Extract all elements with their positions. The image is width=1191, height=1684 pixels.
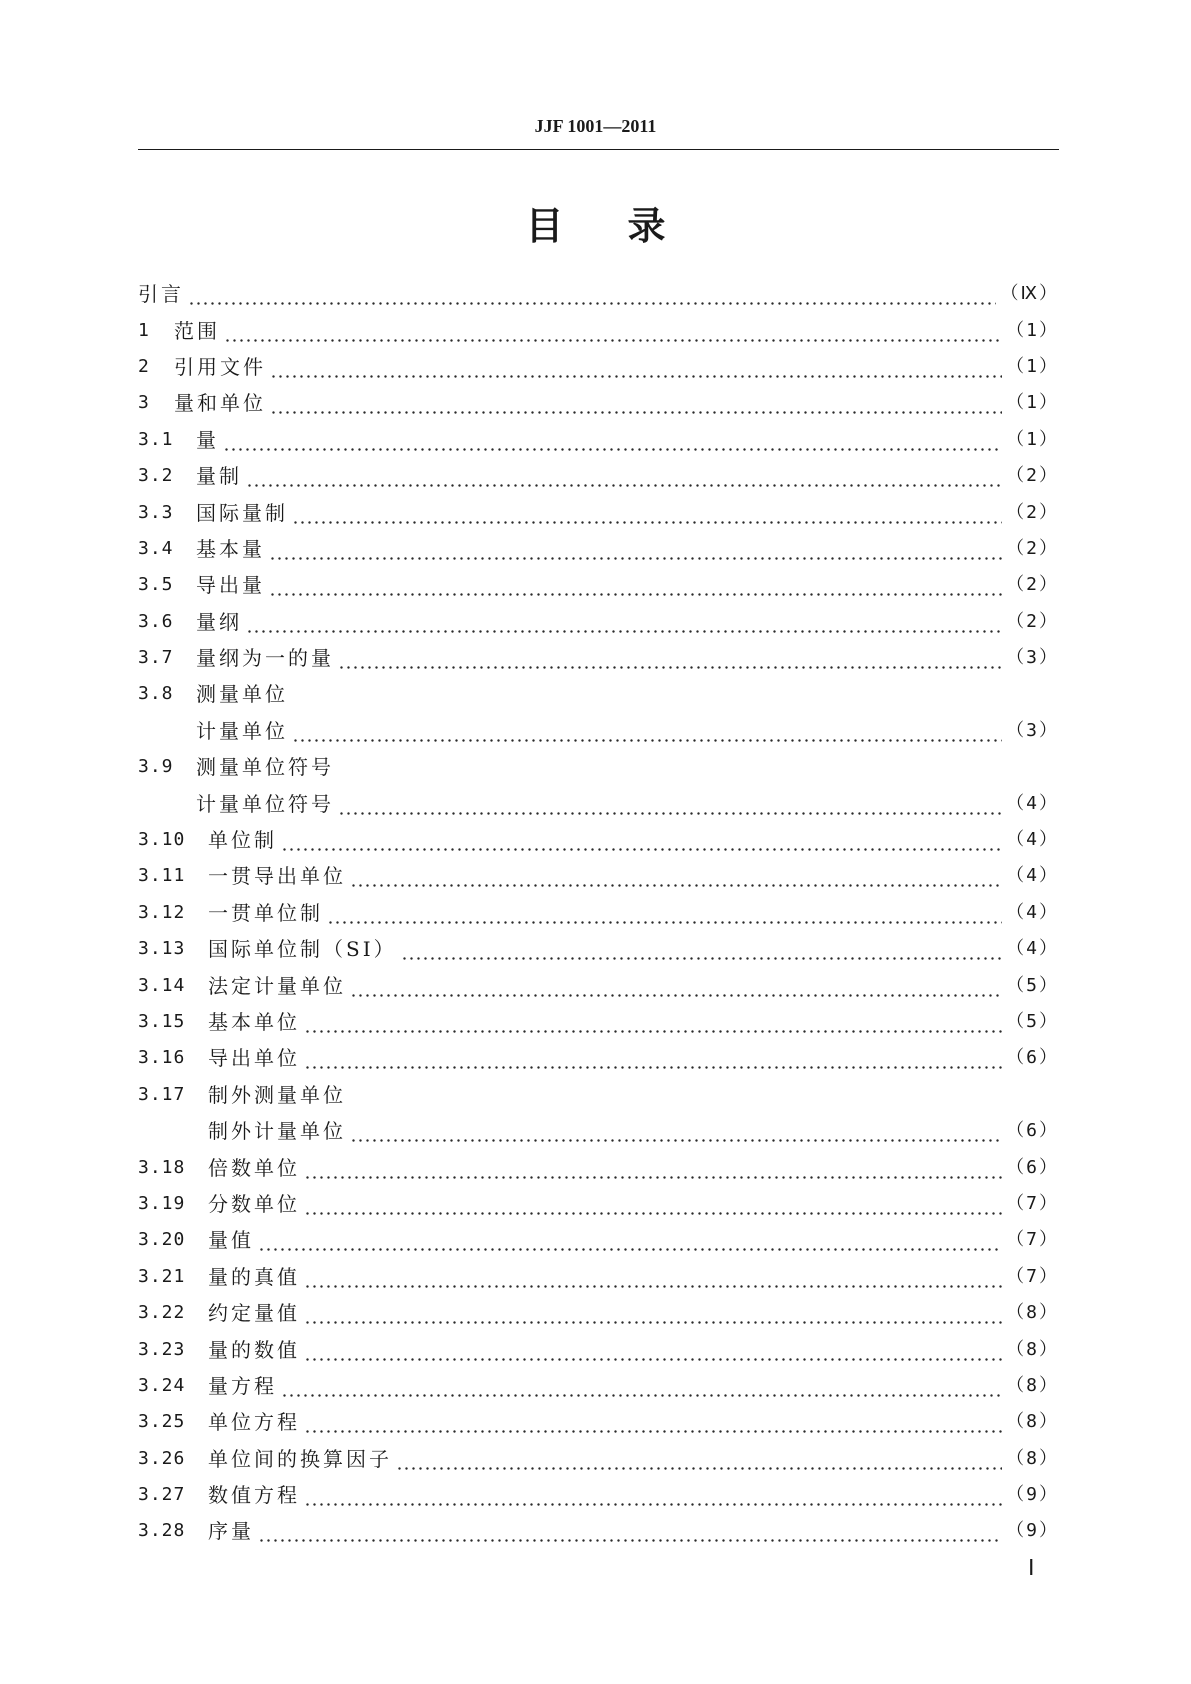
toc-entry[interactable] — [138, 531, 1059, 567]
toc-entry-number: 3.18 — [138, 1156, 186, 1178]
toc-entry-page: （4） — [1006, 938, 1059, 960]
toc-entry-title: 量方程 — [208, 1373, 277, 1398]
toc-entry-number: 3.2 — [138, 465, 174, 487]
toc-entry-page: （2） — [1006, 537, 1059, 559]
toc-dot-leader — [188, 276, 996, 312]
toc-entry-title: 国际量制 — [196, 500, 288, 525]
toc-entry-number: 3.5 — [138, 574, 174, 596]
toc-entry-title: 单位方程 — [208, 1410, 300, 1435]
toc-entry-title: 量 — [196, 427, 219, 452]
toc-entry-page: （2） — [1006, 501, 1059, 523]
toc-dot-leader — [304, 1332, 1002, 1368]
toc-entry-page: （1） — [1006, 319, 1059, 341]
toc-entry-number: 3.27 — [138, 1484, 186, 1506]
toc-dot-leader — [350, 858, 1002, 894]
toc-entry[interactable] — [138, 640, 1059, 676]
toc-entry-title: 范围 — [174, 318, 220, 343]
toc-entry-page: （4） — [1006, 901, 1059, 923]
toc-entry-title: 计量单位 — [196, 718, 288, 743]
toc-entry[interactable] — [138, 1004, 1059, 1040]
toc-dot-leader — [292, 495, 1002, 531]
toc-dot-leader — [269, 531, 1002, 567]
toc-entry[interactable] — [138, 931, 1059, 967]
toc-entry-title: 约定量值 — [208, 1301, 300, 1326]
toc-entry-title: 一贯导出单位 — [208, 864, 346, 889]
toc-entry-page: （7） — [1006, 1229, 1059, 1251]
toc-dot-leader — [350, 968, 1002, 1004]
toc-entry-number: 3.8 — [138, 683, 174, 705]
toc-entry-title: 量值 — [208, 1228, 254, 1253]
toc-dot-leader — [281, 822, 1002, 858]
toc-entry[interactable] — [138, 1513, 1059, 1549]
header-rule — [138, 149, 1059, 150]
toc-entry-number: 3.7 — [138, 647, 174, 669]
toc-entry-number: 3.11 — [138, 865, 186, 887]
toc-dot-leader — [304, 1404, 1002, 1440]
toc-entry-number: 3.17 — [138, 1083, 186, 1105]
toc-entry-page: （4） — [1006, 829, 1059, 851]
toc-dot-leader — [292, 713, 1002, 749]
toc-entry[interactable] — [138, 1404, 1059, 1440]
toc-entry-number: 3.20 — [138, 1229, 186, 1251]
toc-entry-title: 导出量 — [196, 573, 265, 598]
toc-entry[interactable] — [138, 1077, 1059, 1113]
toc-entry[interactable] — [138, 1222, 1059, 1258]
toc-entry[interactable] — [138, 1113, 1059, 1149]
toc-entry-title: 法定计量单位 — [208, 973, 346, 998]
toc-entry-title: 引言 — [138, 282, 184, 307]
toc-entry[interactable] — [138, 895, 1059, 931]
toc-entry-number: 3.25 — [138, 1411, 186, 1433]
toc-dot-leader — [350, 1113, 1002, 1149]
toc-entry-page: （5） — [1006, 974, 1059, 996]
toc-entry-number: 3.26 — [138, 1447, 186, 1469]
toc-entry-page: （8） — [1006, 1302, 1059, 1324]
toc-entry[interactable] — [138, 1186, 1059, 1222]
table-of-contents — [138, 276, 1059, 1550]
toc-entry[interactable] — [138, 967, 1059, 1003]
toc-entry-title: 测量单位 — [196, 682, 288, 707]
toc-entry-page: （8） — [1006, 1374, 1059, 1396]
toc-entry[interactable] — [138, 1368, 1059, 1404]
toc-entry-title: 计量单位符号 — [196, 791, 334, 816]
document-code-header: JJF 1001—2011 — [534, 116, 657, 136]
toc-entry[interactable] — [138, 1331, 1059, 1367]
toc-entry[interactable] — [138, 713, 1059, 749]
toc-entry-page: （2） — [1006, 574, 1059, 596]
toc-entry-title: 量纲为一的量 — [196, 646, 334, 671]
toc-entry-page: （6） — [1006, 1120, 1059, 1142]
toc-entry-page: （7） — [1006, 1192, 1059, 1214]
toc-entry-title: 测量单位符号 — [196, 755, 334, 780]
toc-entry[interactable] — [138, 349, 1059, 385]
toc-entry-page: （2） — [1006, 610, 1059, 632]
toc-entry[interactable] — [138, 567, 1059, 603]
toc-entry-title: 分数单位 — [208, 1191, 300, 1216]
toc-entry-page: （6） — [1006, 1156, 1059, 1178]
toc-entry-page: （9） — [1006, 1520, 1059, 1542]
toc-entry-number: 3.16 — [138, 1047, 186, 1069]
toc-entry-number: 3.21 — [138, 1265, 186, 1287]
toc-entry-page: （2） — [1006, 465, 1059, 487]
toc-entry-title: 国际单位制（SI） — [208, 937, 397, 962]
toc-dot-leader — [304, 1477, 1002, 1513]
toc-dot-leader — [304, 1040, 1002, 1076]
toc-dot-leader — [258, 1513, 1002, 1549]
toc-entry-number: 3.10 — [138, 829, 186, 851]
toc-entry-number: 3.19 — [138, 1192, 186, 1214]
toc-entry-title: 制外计量单位 — [208, 1119, 346, 1144]
toc-entry-title: 引用文件 — [174, 354, 266, 379]
toc-entry-title: 量制 — [196, 464, 242, 489]
toc-dot-leader — [304, 1004, 1002, 1040]
toc-entry-number: 3.1 — [138, 428, 174, 450]
toc-dot-leader — [270, 349, 1002, 385]
toc-entry-page: （8） — [1006, 1447, 1059, 1469]
toc-entry-number: 3.6 — [138, 610, 174, 632]
toc-dot-leader — [327, 895, 1002, 931]
page-number: Ⅰ — [1028, 1555, 1035, 1580]
toc-entry-number: 3.24 — [138, 1374, 186, 1396]
toc-entry-page: （3） — [1006, 719, 1059, 741]
toc-entry-number: 3.28 — [138, 1520, 186, 1542]
toc-dot-leader — [304, 1259, 1002, 1295]
toc-dot-leader — [304, 1150, 1002, 1186]
toc-entry-number: 3.13 — [138, 938, 186, 960]
toc-entry-page: （8） — [1006, 1411, 1059, 1433]
toc-dot-leader — [281, 1368, 1002, 1404]
toc-entry-title: 导出单位 — [208, 1046, 300, 1071]
toc-entry-page: （6） — [1006, 1047, 1059, 1069]
toc-dot-leader — [396, 1441, 1002, 1477]
toc-dot-leader — [224, 313, 1002, 349]
toc-entry[interactable] — [138, 385, 1059, 421]
toc-entry-number: 3.23 — [138, 1338, 186, 1360]
toc-dot-leader — [258, 1222, 1002, 1258]
toc-entry-title: 量的真值 — [208, 1264, 300, 1289]
toc-entry-page: （1） — [1006, 428, 1059, 450]
toc-dot-leader — [338, 640, 1002, 676]
toc-entry-number: 1 — [138, 319, 150, 341]
toc-entry-page: （4） — [1006, 792, 1059, 814]
toc-dot-leader — [246, 458, 1002, 494]
toc-entry[interactable] — [138, 422, 1059, 458]
toc-entry[interactable] — [138, 1441, 1059, 1477]
toc-entry-title: 制外测量单位 — [208, 1082, 346, 1107]
toc-entry[interactable] — [138, 858, 1059, 894]
toc-entry-page: （3） — [1006, 647, 1059, 669]
toc-dot-leader — [401, 931, 1003, 967]
toc-dot-leader — [304, 1186, 1002, 1222]
toc-entry[interactable] — [138, 1477, 1059, 1513]
toc-entry[interactable] — [138, 604, 1059, 640]
toc-entry[interactable] — [138, 276, 1059, 312]
toc-entry-number: 3.3 — [138, 501, 174, 523]
toc-entry-title: 倍数单位 — [208, 1155, 300, 1180]
toc-entry-number: 3.15 — [138, 1011, 186, 1032]
toc-entry-number: 3 — [138, 392, 150, 414]
toc-entry-title: 量的数值 — [208, 1337, 300, 1362]
toc-dot-leader — [269, 567, 1002, 603]
toc-entry-page: （7） — [1006, 1265, 1059, 1287]
toc-entry-page: （Ⅸ） — [1000, 283, 1059, 305]
toc-entry[interactable] — [138, 822, 1059, 858]
toc-entry-title: 基本量 — [196, 536, 265, 561]
toc-entry[interactable] — [138, 749, 1059, 785]
toc-entry-page: （1） — [1006, 392, 1059, 414]
toc-dot-leader — [270, 385, 1002, 421]
toc-entry-number: 3.14 — [138, 974, 186, 996]
toc-entry[interactable] — [138, 1295, 1059, 1331]
page-title: 目录 — [525, 204, 730, 248]
toc-entry-number: 2 — [138, 355, 150, 377]
toc-dot-leader — [223, 422, 1002, 458]
toc-dot-leader — [304, 1295, 1002, 1331]
toc-entry-title: 单位间的换算因子 — [208, 1446, 392, 1471]
toc-entry-page: （4） — [1006, 865, 1059, 887]
toc-entry[interactable] — [138, 676, 1059, 712]
toc-dot-leader — [338, 786, 1002, 822]
toc-entry[interactable] — [138, 312, 1059, 348]
toc-dot-leader — [246, 604, 1002, 640]
toc-entry[interactable] — [138, 1259, 1059, 1295]
toc-entry-number: 3.22 — [138, 1302, 186, 1324]
toc-entry-number: 3.4 — [138, 537, 174, 559]
toc-entry-page: （8） — [1006, 1338, 1059, 1360]
toc-entry-title: 一贯单位制 — [208, 900, 323, 925]
toc-entry[interactable] — [138, 785, 1059, 821]
toc-entry-title: 基本单位 — [208, 1010, 300, 1034]
toc-entry-page: （1） — [1006, 355, 1059, 377]
toc-entry[interactable] — [138, 494, 1059, 530]
toc-entry[interactable] — [138, 1149, 1059, 1185]
toc-entry-number: 3.9 — [138, 756, 174, 778]
toc-entry-title: 序量 — [208, 1519, 254, 1544]
toc-entry-page: （5） — [1006, 1011, 1059, 1032]
toc-entry-page: （9） — [1006, 1484, 1059, 1506]
toc-entry-title: 数值方程 — [208, 1483, 300, 1508]
toc-entry[interactable] — [138, 458, 1059, 494]
toc-entry[interactable] — [138, 1040, 1059, 1076]
toc-entry-number: 3.12 — [138, 901, 186, 923]
toc-entry-title: 量和单位 — [174, 391, 266, 416]
toc-entry-title: 量纲 — [196, 609, 242, 634]
toc-entry-title: 单位制 — [208, 828, 277, 853]
